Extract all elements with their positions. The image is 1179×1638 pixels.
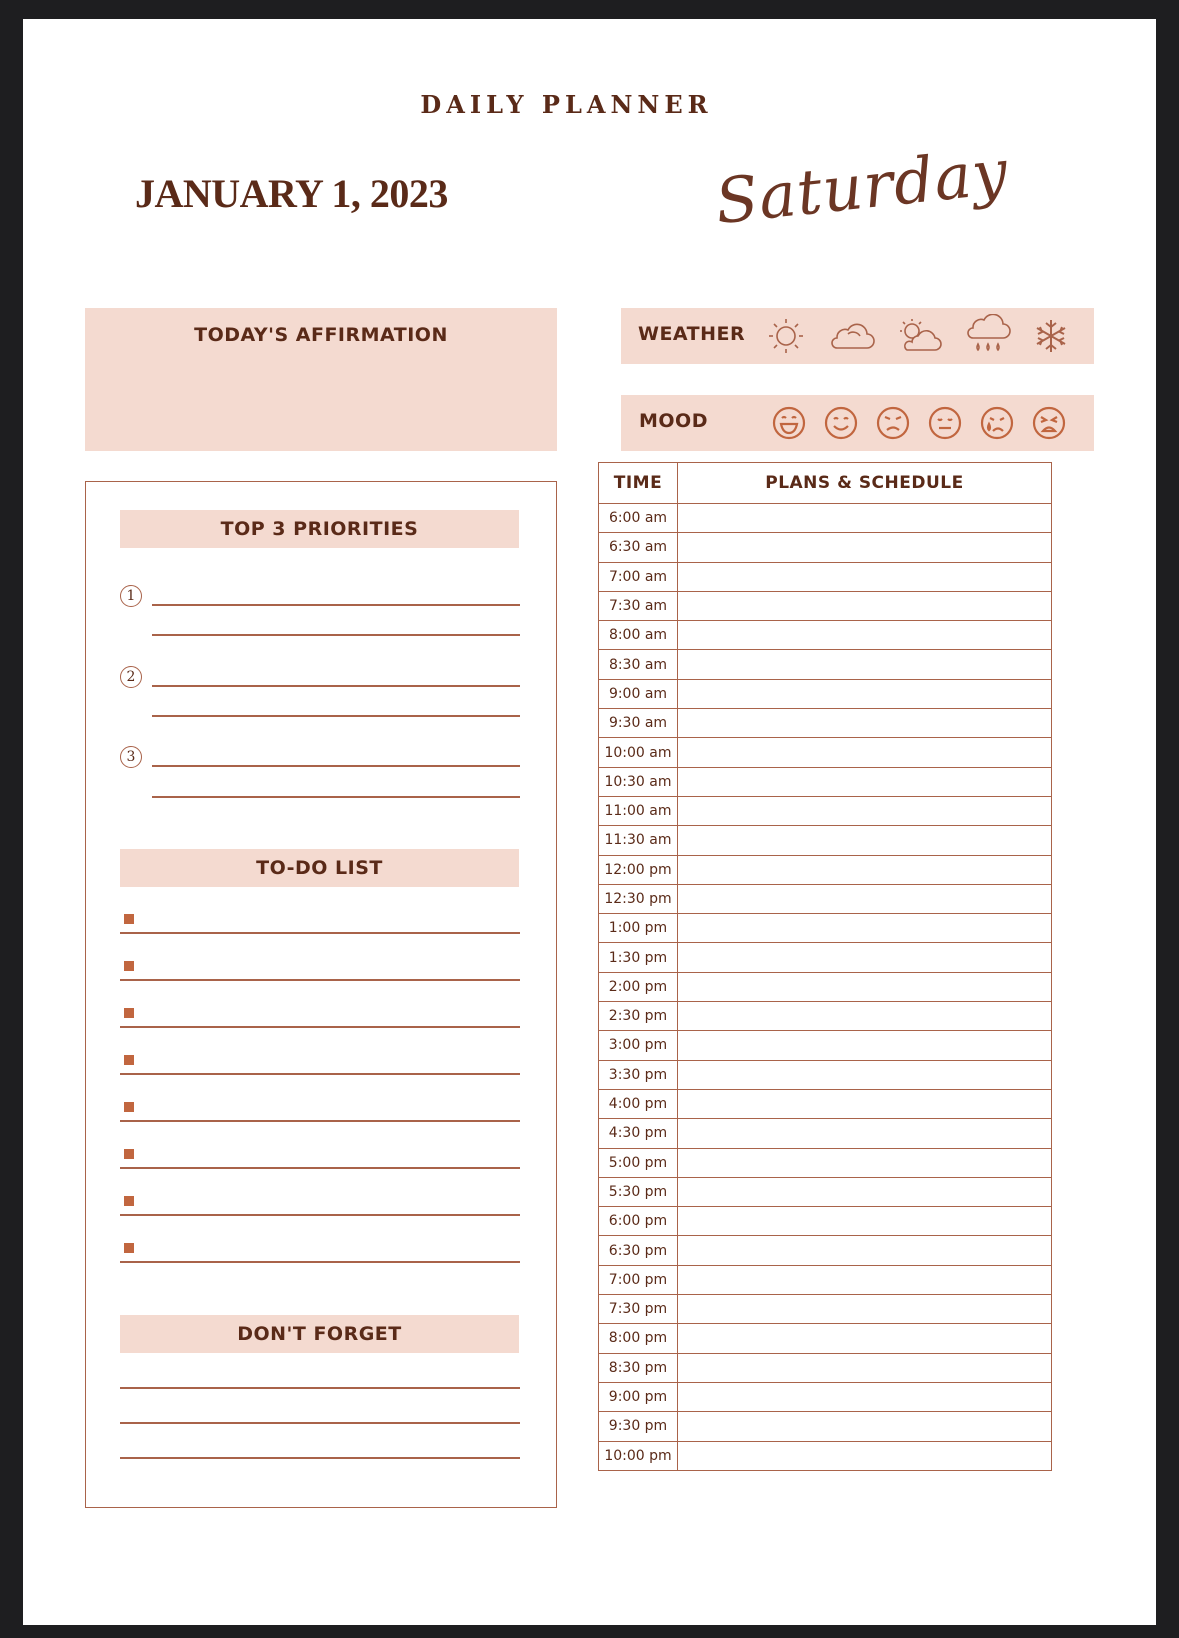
time-slot: 8:30 am bbox=[599, 650, 678, 679]
time-slot: 11:30 am bbox=[599, 826, 678, 855]
plan-cell[interactable] bbox=[678, 855, 1052, 884]
dont-forget-line[interactable] bbox=[120, 1387, 520, 1389]
todo-line[interactable] bbox=[120, 1026, 520, 1028]
schedule-row bbox=[599, 826, 1052, 855]
snowflake-icon[interactable] bbox=[1033, 318, 1069, 354]
plan-cell[interactable] bbox=[678, 650, 1052, 679]
schedule-row bbox=[599, 884, 1052, 913]
todo-line[interactable] bbox=[120, 979, 520, 981]
time-slot: 12:30 pm bbox=[599, 884, 678, 913]
plan-cell[interactable] bbox=[678, 767, 1052, 796]
priorities-label: TOP 3 PRIORITIES bbox=[220, 518, 419, 540]
plan-cell[interactable] bbox=[678, 1060, 1052, 1089]
schedule-row bbox=[599, 1382, 1052, 1411]
schedule-row bbox=[599, 1441, 1052, 1470]
time-slot: 7:30 pm bbox=[599, 1295, 678, 1324]
tired-face-icon[interactable] bbox=[1031, 405, 1067, 441]
schedule-row bbox=[599, 1412, 1052, 1441]
plan-cell[interactable] bbox=[678, 621, 1052, 650]
todo-bullet[interactable] bbox=[124, 1102, 134, 1112]
plan-cell[interactable] bbox=[678, 1148, 1052, 1177]
plan-cell[interactable] bbox=[678, 679, 1052, 708]
plan-cell[interactable] bbox=[678, 884, 1052, 913]
schedule-row bbox=[599, 533, 1052, 562]
plan-cell[interactable] bbox=[678, 1382, 1052, 1411]
schedule-row bbox=[599, 1119, 1052, 1148]
time-slot: 12:00 pm bbox=[599, 855, 678, 884]
plan-cell[interactable] bbox=[678, 1441, 1052, 1470]
affirmation-label: TODAY'S AFFIRMATION bbox=[194, 324, 448, 346]
plan-cell[interactable] bbox=[678, 1207, 1052, 1236]
schedule-row bbox=[599, 1353, 1052, 1382]
schedule-row bbox=[599, 679, 1052, 708]
time-slot: 3:00 pm bbox=[599, 1031, 678, 1060]
plan-cell[interactable] bbox=[678, 914, 1052, 943]
priorities-header bbox=[120, 510, 519, 548]
mood-label: MOOD bbox=[639, 410, 708, 432]
laughing-face-icon[interactable] bbox=[771, 405, 807, 441]
plan-cell[interactable] bbox=[678, 1412, 1052, 1441]
plan-cell[interactable] bbox=[678, 709, 1052, 738]
schedule-row bbox=[599, 1089, 1052, 1118]
sad-face-icon[interactable] bbox=[875, 405, 911, 441]
todo-bullet[interactable] bbox=[124, 1149, 134, 1159]
schedule-row bbox=[599, 1177, 1052, 1206]
todo-line[interactable] bbox=[120, 1120, 520, 1122]
schedule-row bbox=[599, 1324, 1052, 1353]
time-slot: 9:30 pm bbox=[599, 1412, 678, 1441]
dont-forget-label: DON'T FORGET bbox=[237, 1323, 402, 1345]
plan-cell[interactable] bbox=[678, 1295, 1052, 1324]
schedule-row bbox=[599, 650, 1052, 679]
todo-header bbox=[120, 849, 519, 887]
time-slot: 6:00 pm bbox=[599, 1207, 678, 1236]
time-slot: 10:00 pm bbox=[599, 1441, 678, 1470]
mood-bar bbox=[621, 395, 1094, 451]
dont-forget-line[interactable] bbox=[120, 1422, 520, 1424]
time-slot: 3:30 pm bbox=[599, 1060, 678, 1089]
weather-label: WEATHER bbox=[638, 323, 746, 345]
schedule-row bbox=[599, 1148, 1052, 1177]
crying-face-icon[interactable] bbox=[979, 405, 1015, 441]
plan-cell[interactable] bbox=[678, 1031, 1052, 1060]
schedule-row bbox=[599, 1265, 1052, 1294]
time-slot: 7:30 am bbox=[599, 591, 678, 620]
rain-cloud-icon[interactable] bbox=[965, 314, 1011, 358]
schedule-row bbox=[599, 1060, 1052, 1089]
priority-line[interactable] bbox=[152, 604, 520, 606]
plan-cell[interactable] bbox=[678, 1324, 1052, 1353]
smiling-face-icon[interactable] bbox=[823, 405, 859, 441]
time-slot: 7:00 pm bbox=[599, 1265, 678, 1294]
schedule-row bbox=[599, 855, 1052, 884]
schedule-row bbox=[599, 1031, 1052, 1060]
time-slot: 6:30 am bbox=[599, 533, 678, 562]
schedule-row bbox=[599, 504, 1052, 533]
time-slot: 1:30 pm bbox=[599, 943, 678, 972]
time-slot: 1:00 pm bbox=[599, 914, 678, 943]
priority-line[interactable] bbox=[152, 685, 520, 687]
plan-cell[interactable] bbox=[678, 562, 1052, 591]
todo-line[interactable] bbox=[120, 932, 520, 934]
plan-cell[interactable] bbox=[678, 1089, 1052, 1118]
todo-line[interactable] bbox=[120, 1167, 520, 1169]
schedule-row bbox=[599, 709, 1052, 738]
plan-cell[interactable] bbox=[678, 826, 1052, 855]
schedule-row bbox=[599, 562, 1052, 591]
time-slot: 10:30 am bbox=[599, 767, 678, 796]
time-slot: 9:00 am bbox=[599, 679, 678, 708]
schedule-row bbox=[599, 972, 1052, 1001]
sun-icon[interactable] bbox=[766, 316, 806, 356]
schedule-row bbox=[599, 591, 1052, 620]
todo-bullet[interactable] bbox=[124, 1243, 134, 1253]
todo-bullet[interactable] bbox=[124, 914, 134, 924]
schedule-row bbox=[599, 1002, 1052, 1031]
affirmation-box[interactable] bbox=[85, 308, 557, 451]
time-slot: 9:30 am bbox=[599, 709, 678, 738]
time-slot: 8:30 pm bbox=[599, 1353, 678, 1382]
schedule-table bbox=[598, 462, 1052, 1471]
time-slot: 8:00 pm bbox=[599, 1324, 678, 1353]
plan-cell[interactable] bbox=[678, 972, 1052, 1001]
weather-bar bbox=[621, 308, 1094, 364]
time-slot: 11:00 am bbox=[599, 796, 678, 825]
schedule-row bbox=[599, 621, 1052, 650]
time-slot: 10:00 am bbox=[599, 738, 678, 767]
cloud-icon[interactable] bbox=[829, 318, 875, 354]
time-slot: 5:30 pm bbox=[599, 1177, 678, 1206]
todo-line[interactable] bbox=[120, 1214, 520, 1216]
plan-cell[interactable] bbox=[678, 1119, 1052, 1148]
plan-cell[interactable] bbox=[678, 943, 1052, 972]
plan-cell[interactable] bbox=[678, 533, 1052, 562]
todo-bullet[interactable] bbox=[124, 1196, 134, 1206]
priority-number: 3 bbox=[120, 746, 142, 768]
todo-bullet[interactable] bbox=[124, 1008, 134, 1018]
time-slot: 5:00 pm bbox=[599, 1148, 678, 1177]
time-slot: 4:30 pm bbox=[599, 1119, 678, 1148]
day-of-week: Saturday bbox=[711, 134, 1012, 239]
schedule-row bbox=[599, 796, 1052, 825]
time-slot: 9:00 pm bbox=[599, 1382, 678, 1411]
priority-line[interactable] bbox=[152, 634, 520, 636]
todo-bullet[interactable] bbox=[124, 961, 134, 971]
priority-line[interactable] bbox=[152, 796, 520, 798]
todo-label: TO-DO LIST bbox=[256, 857, 383, 879]
plan-cell[interactable] bbox=[678, 591, 1052, 620]
todo-line[interactable] bbox=[120, 1261, 520, 1263]
dont-forget-header bbox=[120, 1315, 519, 1353]
plan-cell[interactable] bbox=[678, 1002, 1052, 1031]
dont-forget-line[interactable] bbox=[120, 1457, 520, 1459]
schedule-row bbox=[599, 943, 1052, 972]
time-column-header: TIME bbox=[599, 463, 678, 504]
plan-cell[interactable] bbox=[678, 1265, 1052, 1294]
date-heading: JANUARY 1, 2023 bbox=[135, 171, 448, 216]
schedule-row bbox=[599, 1207, 1052, 1236]
neutral-face-icon[interactable] bbox=[927, 405, 963, 441]
plan-cell[interactable] bbox=[678, 1353, 1052, 1382]
plan-cell[interactable] bbox=[678, 504, 1052, 533]
time-slot: 6:00 am bbox=[599, 504, 678, 533]
plan-cell[interactable] bbox=[678, 738, 1052, 767]
schedule-row bbox=[599, 914, 1052, 943]
todo-line[interactable] bbox=[120, 1073, 520, 1075]
priority-line[interactable] bbox=[152, 765, 520, 767]
schedule-row bbox=[599, 1236, 1052, 1265]
priority-number: 1 bbox=[120, 585, 142, 607]
time-slot: 6:30 pm bbox=[599, 1236, 678, 1265]
time-slot: 4:00 pm bbox=[599, 1089, 678, 1118]
page-title: DAILY PLANNER bbox=[420, 90, 713, 119]
time-slot: 2:00 pm bbox=[599, 972, 678, 1001]
todo-bullet[interactable] bbox=[124, 1055, 134, 1065]
plan-cell[interactable] bbox=[678, 1177, 1052, 1206]
time-slot: 7:00 am bbox=[599, 562, 678, 591]
plan-cell[interactable] bbox=[678, 796, 1052, 825]
plans-column-header: PLANS & SCHEDULE bbox=[678, 463, 1052, 504]
partly-cloudy-icon[interactable] bbox=[897, 316, 943, 356]
time-slot: 8:00 am bbox=[599, 621, 678, 650]
schedule-row bbox=[599, 738, 1052, 767]
schedule-row bbox=[599, 1295, 1052, 1324]
plan-cell[interactable] bbox=[678, 1236, 1052, 1265]
priority-line[interactable] bbox=[152, 715, 520, 717]
priority-number: 2 bbox=[120, 666, 142, 688]
schedule-row bbox=[599, 767, 1052, 796]
time-slot: 2:30 pm bbox=[599, 1002, 678, 1031]
